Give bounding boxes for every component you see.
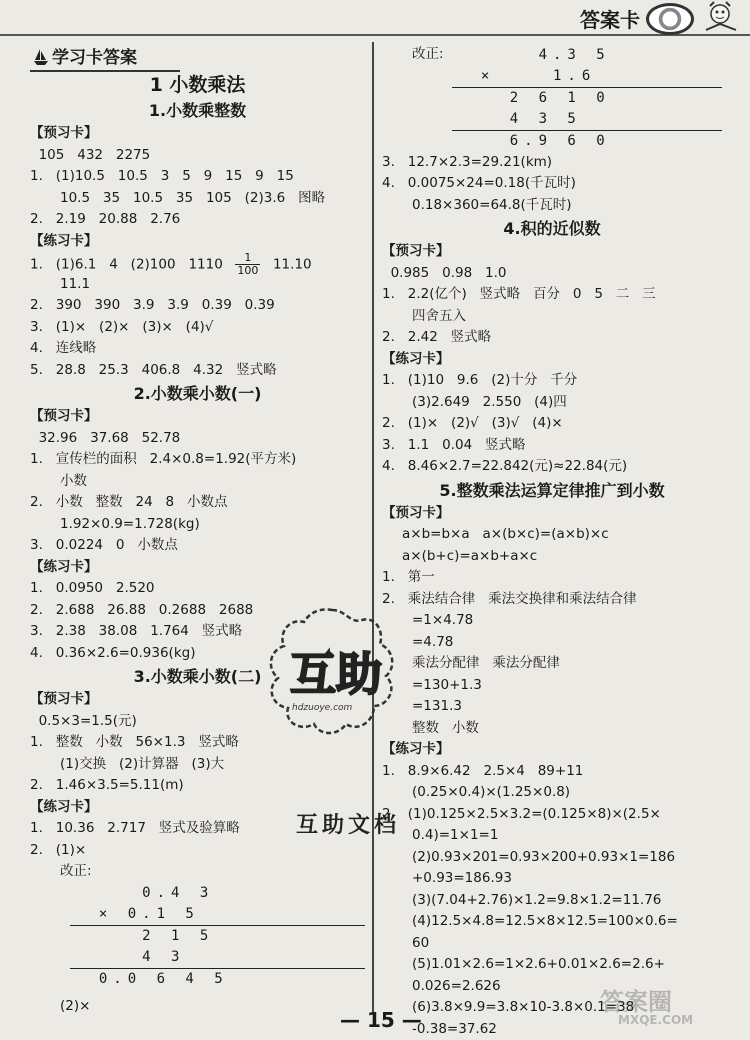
answer-line-fraction [30, 252, 365, 274]
calc-row: 0.0 6 4 5 [70, 968, 365, 990]
answer-line: 0.985 0.98 1.0 [382, 263, 722, 285]
section-title: 5.整数乘法运算定律推广到小数 [382, 478, 722, 503]
column-divider [372, 42, 374, 1012]
answer-line: 小数 [30, 471, 365, 493]
answer-line: 0.026=2.626 [382, 976, 722, 998]
calc-row: 0.4 3 [70, 883, 365, 904]
vertical-calculation [422, 45, 722, 152]
answer-line: (1)交换 (2)计算器 (3)大 [30, 754, 365, 776]
page-number: — 15 — [340, 1008, 422, 1032]
section-title: 3.小数乘小数(二) [30, 664, 365, 689]
answer-line: 整数 小数 [382, 718, 722, 740]
banner-underline [30, 70, 180, 72]
section-title: 1.小数乘整数 [30, 98, 365, 123]
answer-line: (5)1.01×2.6=1×2.6+0.01×2.6=2.6+ [382, 954, 722, 976]
answer-line: a×b=b×a a×(b×c)=(a×b)×c [382, 524, 722, 546]
answer-line: 3. 12.7×2.3=29.21(km) [382, 152, 722, 174]
header-logo-icon [646, 3, 694, 35]
header-title: 答案卡 [580, 4, 640, 33]
answer-line: 1. 0.0950 2.520 [30, 578, 365, 600]
answer-line: 2. 2.19 20.88 2.76 [30, 209, 365, 231]
card-label: 【预习卡】 [30, 123, 365, 145]
svg-text:MXQE.COM: MXQE.COM [618, 1013, 693, 1026]
card-label: 【练习卡】 [30, 231, 365, 253]
calc-row: 2 1 5 [70, 925, 365, 947]
answer-line: =130+1.3 [382, 675, 722, 697]
answer-line: (3)(7.04+2.76)×1.2=9.8×1.2=11.76 [382, 890, 722, 912]
header-bar [0, 0, 750, 36]
answer-line: 2. 小数 整数 24 8 小数点 [30, 492, 365, 514]
card-label: 【练习卡】 [30, 797, 365, 819]
answer-line: =131.3 [382, 696, 722, 718]
calc-row: 6.9 6 0 [452, 130, 722, 152]
mascot-icon [698, 0, 744, 34]
answer-line: 4. 8.46×2.7=22.842(元)≈22.84(元) [382, 456, 722, 478]
answer-line: 0.4)=1×1=1 [382, 825, 722, 847]
card-label: 【练习卡】 [382, 349, 722, 371]
left-column [30, 44, 365, 1017]
section-title: 4.积的近似数 [382, 216, 722, 241]
answer-line: 1. (1)10 9.6 (2)十分 千分 [382, 370, 722, 392]
calc-row: 2 6 1 0 [452, 87, 722, 109]
card-label: 【练习卡】 [30, 557, 365, 579]
answer-line: (3)2.649 2.550 (4)四 [382, 392, 722, 414]
calc-row: 4 3 5 [452, 109, 722, 130]
answer-line: 105 432 2275 [30, 145, 365, 167]
answer-line: 5. 28.8 25.3 406.8 4.32 竖式略 [30, 360, 365, 382]
line-text: 11.10 [264, 257, 311, 273]
answer-line: a×(b+c)=a×b+a×c [382, 546, 722, 568]
answer-line: 4. 0.0075×24=0.18(千瓦时) [382, 173, 722, 195]
answer-line: 4. 0.36×2.6=0.936(kg) [30, 643, 365, 665]
banner-title: 学习卡答案 [52, 48, 137, 68]
answer-line: 改正: [382, 44, 722, 66]
answer-line: 2. 390 390 3.9 3.9 0.39 0.39 [30, 295, 365, 317]
answer-line: 0.18×360=64.8(千瓦时) [382, 195, 722, 217]
calc-row: 4.3 5 [452, 45, 722, 66]
answer-line: 3. 2.38 38.08 1.764 竖式略 [30, 621, 365, 643]
svg-text:答案圈: 答案圈 [600, 988, 672, 1016]
answer-line: 1.92×0.9=1.728(kg) [30, 514, 365, 536]
answer-line: (4)12.5×4.8=12.5×8×12.5=100×0.6= [382, 911, 722, 933]
svg-text:互助: 互助 [290, 647, 382, 701]
numerator: 1 [235, 252, 260, 265]
calc-row: 4 3 [70, 947, 365, 968]
calc-row: × 1.6 [452, 66, 722, 87]
answer-line: (2)0.93×201=0.93×200+0.93×1=186 [382, 847, 722, 869]
stamp-seal-icon [262, 602, 402, 742]
answer-line: 1. 第一 [382, 567, 722, 589]
answer-line: =4.78 [382, 632, 722, 654]
answer-line: 1. 10.36 2.717 竖式及验算略 [30, 818, 365, 840]
answer-line: 4. 连线略 [30, 338, 365, 360]
right-column [382, 44, 722, 1040]
answer-line: 2. 2.688 26.88 0.2688 2688 [30, 600, 365, 622]
calc-row: × 0.1 5 [70, 904, 365, 925]
answer-line: 乘法分配律 乘法分配律 [382, 653, 722, 675]
answer-line: 1. 整数 小数 56×1.3 竖式略 [30, 732, 365, 754]
answer-line: 3. 0.0224 0 小数点 [30, 535, 365, 557]
answer-line: 1. (1)10.5 10.5 3 5 9 15 9 15 [30, 166, 365, 188]
answer-line: 0.5×3=1.5(元) [30, 711, 365, 733]
answer-line: 3. 1.1 0.04 竖式略 [382, 435, 722, 457]
answer-line: 2. (1)× (2)√ (3)√ (4)× [382, 413, 722, 435]
answer-line: 10.5 35 10.5 35 105 (2)3.6 图略 [30, 188, 365, 210]
answer-line: (2)× [30, 996, 365, 1018]
answer-line: 改正: [30, 861, 365, 883]
card-label: 【练习卡】 [382, 739, 722, 761]
answer-line: (6)3.8×9.9=3.8×10-3.8×0.1=38 [382, 997, 722, 1019]
card-label: 【预习卡】 [30, 406, 365, 428]
answer-line: -0.38=37.62 [382, 1019, 722, 1040]
answer-line: =1×4.78 [382, 610, 722, 632]
denominator: 100 [235, 265, 260, 277]
answer-line: 1. 宣传栏的面积 2.4×0.8=1.92(平方米) [30, 449, 365, 471]
answer-line: 2. 2.42 竖式略 [382, 327, 722, 349]
answer-line: +0.93=186.93 [382, 868, 722, 890]
chapter-title: 1 小数乘法 [30, 72, 365, 98]
answer-line: 11.1 [30, 274, 365, 296]
watermark-logo-icon [596, 982, 746, 1026]
answer-line: 3. (1)× (2)× (3)× (4)√ [30, 317, 365, 339]
answer-line: 2. (1)× [30, 840, 365, 862]
section-banner [30, 44, 365, 72]
answer-line: 2. (1)0.125×2.5×3.2=(0.125×8)×(2.5× [382, 804, 722, 826]
card-label: 【预习卡】 [30, 689, 365, 711]
section-title: 2.小数乘小数(一) [30, 381, 365, 406]
answer-line: 2. 1.46×3.5=5.11(m) [30, 775, 365, 797]
card-label: 【预习卡】 [382, 503, 722, 525]
answer-line: 2. 乘法结合律 乘法交换律和乘法结合律 [382, 589, 722, 611]
answer-line: 1. 8.9×6.42 2.5×4 89+11 [382, 761, 722, 783]
answer-line: 60 [382, 933, 722, 955]
answer-line: (0.25×0.4)×(1.25×0.8) [382, 782, 722, 804]
answer-line: 32.96 37.68 52.78 [30, 428, 365, 450]
svg-text:hdzuoye.com: hdzuoye.com [292, 703, 353, 713]
line-text: 1. (1)6.1 4 (2)100 1110 [30, 257, 231, 273]
card-label: 【预习卡】 [382, 241, 722, 263]
answer-line: 1. 2.2(亿个) 竖式略 百分 0 5 二 三 [382, 284, 722, 306]
boat-icon [32, 48, 50, 66]
answer-line: 四舍五入 [382, 306, 722, 328]
vertical-calculation [30, 883, 365, 990]
stamp-caption: 互助文档 [296, 808, 400, 839]
